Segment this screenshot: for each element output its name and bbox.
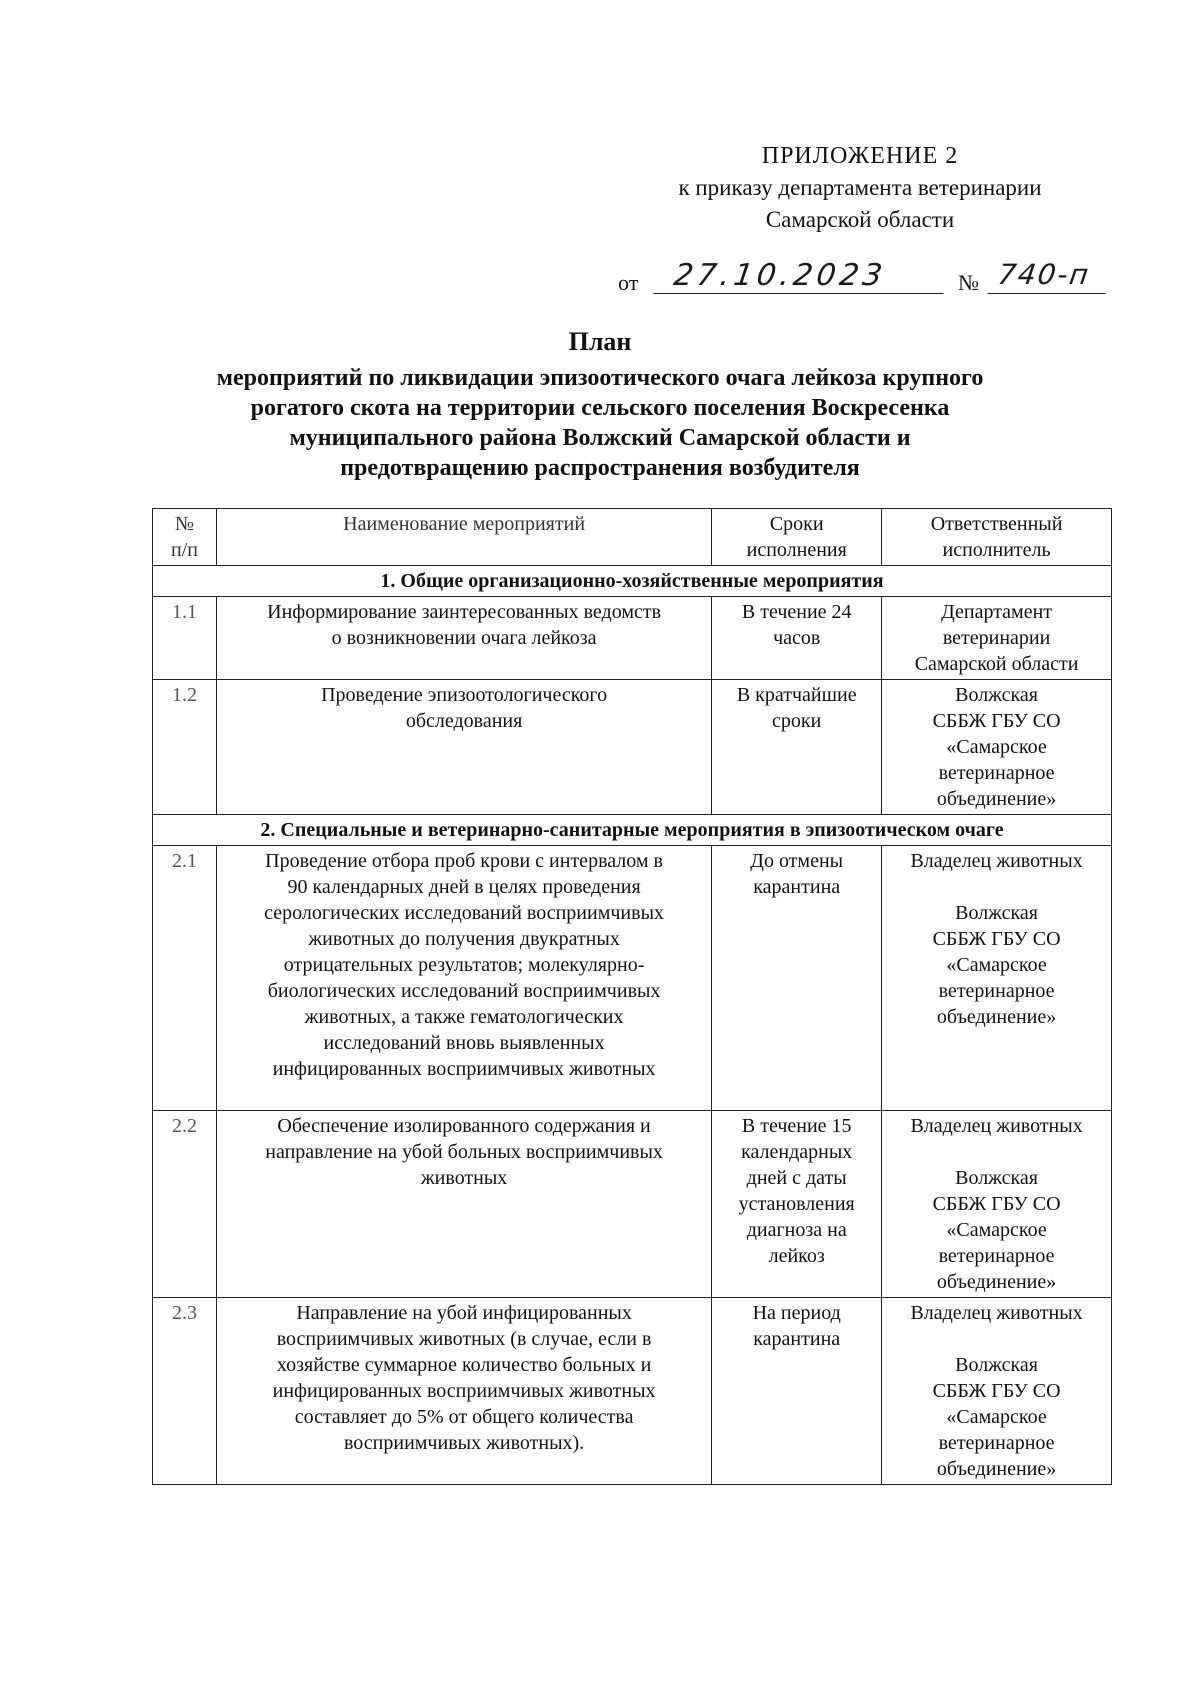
title-line-1: мероприятий по ликвидации эпизоотического очага лейкоза крупного: [216, 365, 984, 391]
row-name-line: о возникновении очага лейкоза: [331, 627, 597, 649]
row-responsible-line: «Самарское: [946, 1219, 1047, 1241]
row-responsible: [882, 597, 1112, 680]
handwritten-date: 27.10.2023: [653, 258, 948, 294]
row-responsible-owner: Владелец животных: [910, 850, 1083, 872]
row-responsible-line: ветеринарии: [942, 627, 1051, 649]
row-name-line: Информирование заинтересованных ведомств: [267, 601, 662, 623]
row-name: [216, 597, 711, 680]
row-responsible-line: СББЖ ГБУ СО: [932, 1380, 1061, 1402]
row-term-line: В течение 15: [741, 1115, 852, 1137]
row-responsible-line: Волжская: [955, 1354, 1039, 1376]
table-header-row: [153, 509, 1112, 566]
row-responsible-line: Самарской области: [914, 653, 1079, 675]
row-responsible-line: ветеринарное: [938, 1432, 1055, 1454]
header-number-line-2: п/п: [170, 539, 198, 561]
row-name-line: составляет до 5% от общего количества: [294, 1406, 634, 1428]
row-responsible-line: СББЖ ГБУ СО: [932, 928, 1061, 950]
row-responsible-line: объединение»: [936, 1006, 1057, 1028]
table-row: [153, 846, 1112, 1111]
row-term-line: лейкоз: [768, 1245, 825, 1267]
row-term: [712, 1298, 882, 1485]
row-responsible-line: ветеринарное: [938, 980, 1055, 1002]
row-term: [712, 680, 882, 815]
title-line-2: рогатого скота на территории сельского поселения Воскресенка: [250, 395, 950, 421]
row-responsible-owner: Владелец животных: [910, 1302, 1083, 1324]
row-name-line: биологических исследований восприимчивых: [267, 980, 661, 1002]
row-name-line: животных, а также гематологических: [304, 1006, 624, 1028]
row-responsible-line: ветеринарное: [938, 762, 1055, 784]
row-term: [712, 1111, 882, 1298]
row-name: [216, 680, 711, 815]
row-responsible: [882, 1111, 1112, 1298]
header-responsible-line-2: исполнитель: [942, 539, 1051, 561]
order-dateline: [618, 258, 1118, 302]
row-responsible-line: объединение»: [936, 1271, 1057, 1293]
row-name-line: отрицательных результатов; молекулярно-: [283, 954, 645, 976]
row-responsible-line: «Самарское: [946, 736, 1047, 758]
row-name-line: исследований вновь выявленных: [323, 1032, 605, 1054]
row-term-line: дней с даты: [746, 1167, 847, 1189]
row-responsible-line: Департамент: [941, 601, 1053, 623]
handwritten-order-number: 740-п: [987, 258, 1110, 294]
section-title-2: 2. Специальные и ветеринарно-санитарные мероприятия в эпизоотическом очаге: [153, 815, 1112, 846]
row-responsible-line: объединение»: [936, 788, 1057, 810]
row-name-line: инфицированных восприимчивых животных: [272, 1058, 656, 1080]
header-number-line-1: №: [174, 513, 195, 535]
header-number: [153, 509, 217, 566]
table-row: [153, 597, 1112, 680]
row-term-line: часов: [773, 627, 821, 649]
row-number: 2.2: [153, 1111, 217, 1298]
row-name-line: направление на убой больных восприимчивых: [265, 1141, 663, 1163]
row-term-line: До отмены: [750, 850, 844, 872]
header-responsible: [882, 509, 1112, 566]
row-name-line: Проведение отбора проб крови с интервалом в: [265, 850, 663, 872]
title-heading: План: [568, 327, 632, 356]
table-row: [153, 1298, 1112, 1485]
row-name-line: 90 календарных дней в целях проведения: [287, 876, 641, 898]
row-responsible-line: СББЖ ГБУ СО: [932, 1193, 1061, 1215]
row-term-line: установления: [738, 1193, 855, 1215]
row-responsible-line: Волжская: [955, 1167, 1039, 1189]
row-name: [216, 846, 711, 1111]
row-term-line: карантина: [753, 1328, 841, 1350]
appendix-region: Самарской области: [765, 207, 955, 232]
row-term-line: календарных: [741, 1141, 853, 1163]
row-term: [712, 846, 882, 1111]
row-responsible-line: «Самарское: [946, 1406, 1047, 1428]
row-responsible-line: «Самарское: [946, 954, 1047, 976]
date-prefix: от: [618, 270, 639, 295]
header-term: [712, 509, 882, 566]
row-name: [216, 1111, 711, 1298]
table-row: [153, 1111, 1112, 1298]
number-prefix: №: [958, 270, 979, 295]
row-responsible: [882, 680, 1112, 815]
title-line-3: муниципального района Волжский Самарской области и: [289, 425, 911, 451]
row-responsible-line: Волжская: [955, 684, 1039, 706]
row-name-line: обследования: [405, 710, 523, 732]
appendix-order-ref: к приказу департамента ветеринарии: [678, 175, 1042, 200]
row-responsible: [882, 1298, 1112, 1485]
header-responsible-line-1: Ответственный: [930, 513, 1063, 535]
row-name-line: животных: [420, 1167, 508, 1189]
header-term-line-2: исполнения: [746, 539, 847, 561]
section-row: [153, 815, 1112, 846]
row-term-line: карантина: [753, 876, 841, 898]
row-name-line: Направление на убой инфицированных: [296, 1302, 632, 1324]
row-responsible-line: ветеринарное: [938, 1245, 1055, 1267]
row-term-line: диагноза на: [746, 1219, 847, 1241]
row-name-line: Обеспечение изолированного содержания и: [277, 1115, 651, 1137]
row-name-line: животных до получения двукратных: [308, 928, 620, 950]
document-title: [150, 327, 1050, 483]
row-name-line: хозяйстве суммарное количество больных и: [276, 1354, 652, 1376]
row-name-line: инфицированных восприимчивых животных: [272, 1380, 656, 1402]
row-name-line: восприимчивых животных).: [343, 1432, 585, 1454]
header-term-line-1: Сроки: [769, 513, 824, 535]
row-number: 2.1: [153, 846, 217, 1111]
row-term-line: На период: [752, 1302, 841, 1324]
row-responsible-owner: Владелец животных: [910, 1115, 1083, 1137]
row-term-line: В течение 24: [741, 601, 852, 623]
section-row: [153, 566, 1112, 597]
row-responsible-line: Волжская: [955, 902, 1039, 924]
row-name-line: Проведение эпизоотологического: [321, 684, 608, 706]
row-term-line: сроки: [772, 710, 822, 732]
title-line-4: предотвращению распространения возбудителя: [340, 455, 860, 481]
appendix-label: ПРИЛОЖЕНИЕ 2: [761, 143, 959, 169]
row-responsible-line: СББЖ ГБУ СО: [932, 710, 1061, 732]
row-name: [216, 1298, 711, 1485]
table-row: [153, 680, 1112, 815]
header-name: Наименование мероприятий: [216, 509, 711, 566]
row-number: 2.3: [153, 1298, 217, 1485]
appendix-header: [600, 140, 1120, 236]
section-title-1: 1. Общие организационно-хозяйственные мероприятия: [153, 566, 1112, 597]
plan-table: [152, 508, 1112, 1485]
row-number: 1.2: [153, 680, 217, 815]
row-term-line: В кратчайшие: [736, 684, 857, 706]
row-number: 1.1: [153, 597, 217, 680]
row-responsible: [882, 846, 1112, 1111]
row-term: [712, 597, 882, 680]
row-name-line: восприимчивых животных (в случае, если в: [276, 1328, 652, 1350]
row-responsible-line: объединение»: [936, 1458, 1057, 1480]
row-name-line: серологических исследований восприимчивых: [264, 902, 665, 924]
